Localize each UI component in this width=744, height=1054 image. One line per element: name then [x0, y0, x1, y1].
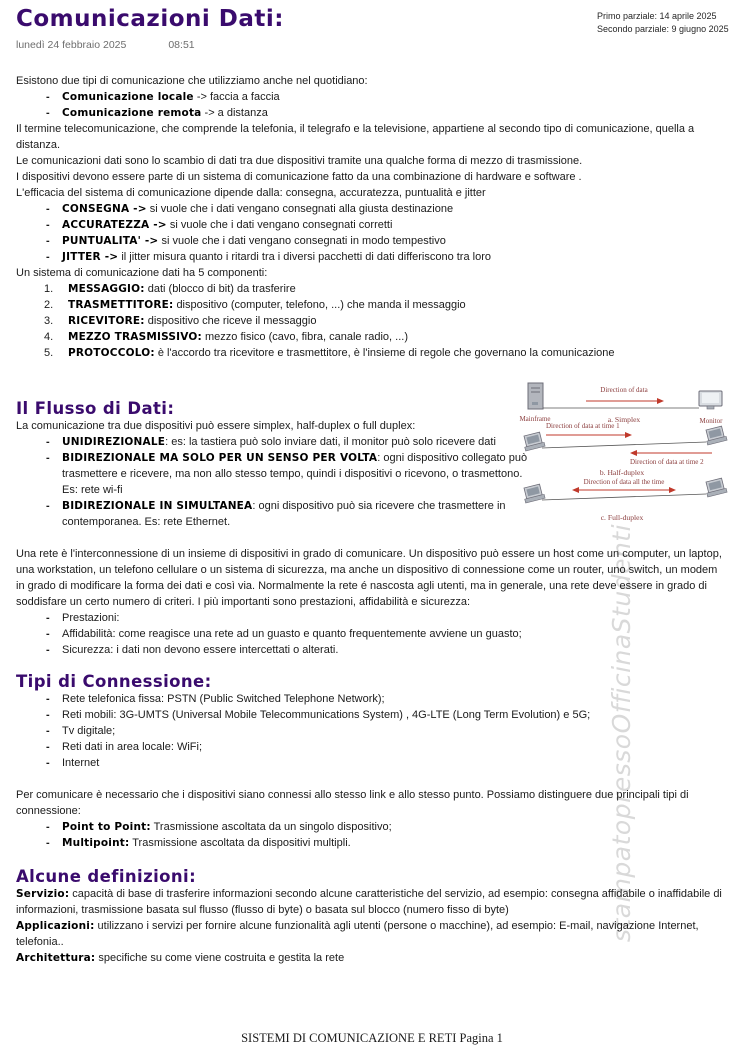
section-flusso-di-dati: [16, 386, 728, 530]
created-date: lunedì 24 febbraio 2025: [16, 39, 127, 51]
term-rest: utilizzano i servizi per fornire alcune funzionalità agli utenti (persone o macchine), ad esempio: E-mail, navigazione Internet, telefonia..: [16, 920, 699, 948]
definitions-block: [16, 886, 728, 966]
components-numbered-list: [16, 281, 728, 361]
term-rest: si vuole che i dati vengano consegnati alla giusta destinazione: [149, 203, 454, 215]
term: ACCURATEZZA ->: [62, 219, 167, 231]
term: PUNTUALITA' ->: [62, 235, 159, 247]
intro-paragraph-3: Le comunicazioni dati sono lo scambio di dati tra due dispositivi tramite una qualche forma di mezzo di trasmissione.: [16, 155, 583, 167]
term-rest: Trasmissione ascoltata da dispositivi multipli.: [132, 837, 351, 849]
components-intro: Un sistema di comunicazione dati ha 5 componenti:: [16, 267, 268, 279]
term-rest: Trasmissione ascoltata da un singolo dispositivo;: [153, 821, 392, 833]
full-duplex-arrowhead-right: [669, 487, 676, 493]
full-duplex-caption: c. Full-duplex: [600, 513, 644, 522]
full-duplex-arrowhead-left: [572, 487, 579, 493]
term: PROTOCCOLO:: [68, 347, 155, 359]
mainframe-label: Mainframe: [519, 415, 551, 423]
term: Point to Point:: [62, 821, 151, 833]
definition-item: [16, 886, 728, 918]
term-rest: dispositivo (computer, telefono, ...) che manda il messaggio: [176, 299, 466, 311]
list-item: - Reti dati in area locale: WiFi;: [16, 739, 728, 755]
term-rest: è l'accordo tra ricevitore e trasmettitore, è l'insieme di regole che governano la comunicazione: [157, 347, 615, 359]
term-rest: si vuole che i dati vengano consegnati in modo tempestivo: [161, 235, 446, 247]
duplex-modes-list: [16, 434, 532, 530]
created-time: 08:51: [168, 39, 195, 51]
list-item: - Reti mobili: 3G-UMTS (Universal Mobile Telecommunications System) , 4G-LTE (Long Term Evolution) e 5G;: [16, 707, 728, 723]
list-item: [16, 249, 728, 265]
definition-item: [16, 950, 728, 966]
term-rest: specifiche su come viene costruita e gestita la rete: [98, 952, 345, 964]
term: Servizio:: [16, 888, 70, 900]
network-criteria-list: [16, 610, 728, 658]
term-rest: si vuole che i dati vengano consegnati corretti: [169, 219, 393, 231]
list-item: - Prestazioni:: [16, 610, 728, 626]
simplex-caption: a. Simplex: [607, 415, 641, 424]
page-footer: SISTEMI DI COMUNICAZIONE E RETI Pagina 1: [241, 1031, 503, 1045]
list-item: [16, 233, 728, 249]
connection-kinds-list: [16, 691, 728, 771]
definition-item: [16, 918, 728, 950]
workstation-icon: [704, 478, 727, 497]
connessione-heading: Tipi di Connessione:: [16, 672, 212, 691]
criteria-list: [16, 201, 728, 265]
term: BIDIREZIONALE MA SOLO PER UN SENSO PER VOLTA: [62, 452, 378, 464]
connection-paragraph: Per comunicare è necessario che i dispositivi siano connessi allo stesso link e allo stesso punto. Possiamo distinguere due principali tipi di connessione:: [16, 789, 689, 817]
exam-dates-note: [597, 10, 742, 35]
term: MEZZO TRASMISSIVO:: [68, 331, 202, 343]
network-paragraph: Una rete è l'interconnessione di un insieme di dispositivi in grado di comunicare. Un dispositivo può essere un host come un computer, un laptop, una workstation, un telefono cellulare o un sistema di sicurezza, ma anche un dispositivo di connessione come un router, uno switch, un modem in grado di modificare la forma dei dati e così via. Normalmente la rete é nascosta agli utenti, ma in generale, una rete deve essere in grado di soddisfare un certo numero di criteri. I più importanti sono prestazioni, affidabilità e sicurezza:: [16, 548, 722, 608]
intro-paragraph-2: Il termine telecomunicazione, che comprende la telefonia, il telegrafo e la televisione, appartiene al secondo tipo di comunicazione, quella a distanza.: [16, 123, 695, 151]
list-item: - Affidabilità: come reagisce una rete ad un guasto e quanto frequentemente avviene un guasto;: [16, 626, 728, 642]
list-item: [16, 217, 728, 233]
workstation-icon: [704, 426, 727, 445]
term: Multipoint:: [62, 837, 130, 849]
term-rest: -> faccia a faccia: [196, 91, 280, 103]
half-duplex-label-2: Direction of data at time 2: [630, 458, 704, 466]
intro-paragraph-4: I dispositivi devono essere parte di un sistema di comunicazione fatto da una combinazione di hardware e software .: [16, 171, 582, 183]
list-item: [16, 105, 728, 121]
list-item: [16, 89, 728, 105]
term-rest: : es: la tastiera può solo inviare dati, il monitor può solo ricevere dati: [165, 436, 496, 448]
list-item: - Sicurezza: i dati non devono essere intercettati o alterati.: [16, 642, 728, 658]
term: UNIDIREZIONALE: [62, 436, 166, 448]
list-item: - Tv digitale;: [16, 723, 728, 739]
communication-types-list: [16, 89, 728, 121]
list-item: [16, 281, 728, 297]
page-title: Comunicazioni Dati:: [16, 6, 284, 32]
flusso-heading: Il Flusso di Dati:: [16, 399, 175, 418]
half-duplex-link-line: [542, 442, 706, 448]
term: Applicazioni:: [16, 920, 95, 932]
watermark: stampatopressoOfficinaStudenti: [607, 523, 636, 943]
term: RICEVITORE:: [68, 315, 145, 327]
connection-types-list: [16, 819, 728, 851]
term-rest: capacità di base di trasferire informazioni secondo alcune caratteristiche del servizio, ad esempio: consegna affidabile o inaffidabile di informazioni, trasmissione basata sul flusso (flusso di byte) o basata sul blocco (numero fisso di byte): [16, 888, 722, 916]
list-item: [16, 201, 728, 217]
monitor-icon: [699, 391, 722, 409]
term-rest: il jitter misura quanto i ritardi tra i diversi pacchetti di dati differiscono tra loro: [121, 251, 491, 263]
list-item: [16, 313, 728, 329]
exam-note-second: Secondo parziale: 9 giugno 2025: [597, 23, 729, 34]
term: Comunicazione locale: [62, 91, 194, 103]
list-item: [16, 434, 532, 450]
simplex-arrow-label: Direction of data: [600, 386, 648, 394]
created-date-row: [16, 37, 728, 53]
full-duplex-label: Direction of data all the time: [583, 478, 665, 486]
list-item: [16, 498, 532, 530]
term: Comunicazione remota: [62, 107, 202, 119]
mainframe-icon: [528, 383, 543, 409]
term-rest: : ogni dispositivo può sia ricevere che trasmettere in contemporanea. Es: rete Ethernet.: [62, 500, 506, 528]
term: MESSAGGIO:: [68, 283, 145, 295]
list-item: [16, 450, 532, 498]
term-rest: : ogni dispositivo collegato può trasmettere e ricevere, ma non allo stesso tempo, quindi i dispositivi o ricevono, o trasmettono. Es: rete wi-fi: [62, 452, 528, 496]
flusso-text-column: [16, 418, 532, 530]
half-duplex-arrowhead-1: [625, 432, 632, 438]
data-flow-diagram: [516, 380, 730, 526]
term: CONSEGNA ->: [62, 203, 147, 215]
list-item: [16, 329, 728, 345]
term: Architettura:: [16, 952, 96, 964]
exam-note-first: Primo parziale: 14 aprile 2025: [597, 11, 717, 21]
list-item: [16, 345, 728, 361]
simplex-arrowhead: [657, 398, 664, 404]
full-duplex-link-line: [542, 494, 706, 500]
list-item: - Internet: [16, 755, 728, 771]
term: TRASMETTITORE:: [68, 299, 174, 311]
half-duplex-label-1: Direction of data at time 1: [546, 422, 620, 430]
list-item: - Rete telefonica fissa: PSTN (Public Switched Telephone Network);: [16, 691, 728, 707]
term: BIDIREZIONALE IN SIMULTANEA: [62, 500, 253, 512]
list-item: [16, 819, 728, 835]
term-rest: dispositivo che riceve il messaggio: [147, 315, 317, 327]
half-duplex-caption: b. Half-duplex: [599, 468, 645, 477]
list-item: [16, 835, 728, 851]
term-rest: -> a distanza: [204, 107, 268, 119]
intro-paragraph-5: L'efficacia del sistema di comunicazione dipende dalla: consegna, accuratezza, puntualità e jitter: [16, 187, 486, 199]
term: JITTER ->: [62, 251, 119, 263]
monitor-label: Monitor: [699, 417, 723, 425]
term-rest: mezzo fisico (cavo, fibra, canale radio, ...): [205, 331, 408, 343]
definizioni-heading: Alcune definizioni:: [16, 867, 197, 886]
intro-paragraph-1: Esistono due tipi di comunicazione che utilizziamo anche nel quotidiano:: [16, 75, 368, 87]
list-item: [16, 297, 728, 313]
flusso-paragraph-1: La comunicazione tra due dispositivi può essere simplex, half-duplex o full duplex:: [16, 420, 416, 432]
term-rest: dati (blocco di bit) da trasferire: [147, 283, 296, 295]
half-duplex-arrowhead-2: [630, 450, 637, 456]
